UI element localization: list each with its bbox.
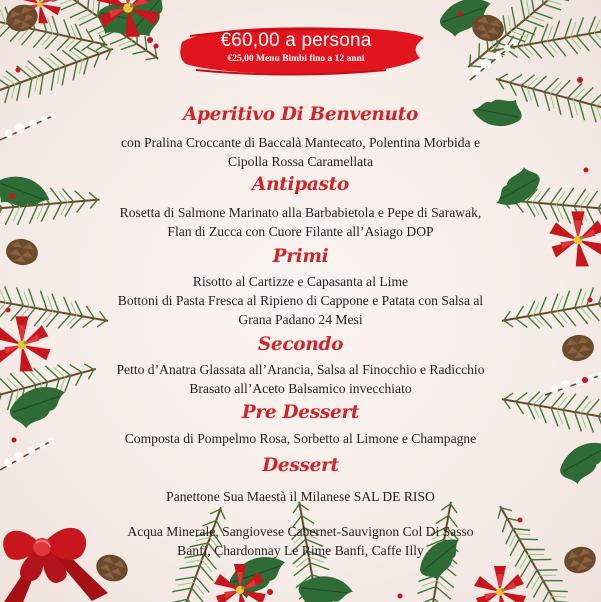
dish-line: Risotto al Cartizze e Capasanta al Lime xyxy=(192,274,409,289)
course-title-antipasto: Antipasto xyxy=(252,174,349,195)
drinks-line: Banfi, Chardonnay Le Rime Banfi, Caffe Illy xyxy=(177,543,424,558)
dish-line: Flan di Zucca con Cuore Filante all’Asiago DOP xyxy=(167,224,434,239)
dish-line: con Pralina Croccante di Baccalà Mantecato, Polentina Morbida e xyxy=(121,135,480,150)
dish-line: Grana Padano 24 Mesi xyxy=(238,312,363,327)
dish-line: Rosetta di Salmone Marinato alla Barbabietola e Pepe di Sarawak, xyxy=(119,205,482,220)
course-title-primi: Primi xyxy=(272,246,329,267)
dish-line: Panettone Sua Maestà il Milanese SAL DE RISO xyxy=(166,489,435,504)
dish-line: Petto d’Anatra Glassata all’Arancia, Salsa al Finocchio e Radicchio xyxy=(116,362,485,377)
dish-line: Cipolla Rossa Caramellata xyxy=(228,154,373,169)
kids-price: €25,00 Menu Bimbi fino a 12 anni xyxy=(227,54,365,64)
drinks-line: Acqua Minerale, Sangiovese Cabernet-Sauvignon Col Di Sasso xyxy=(127,524,474,539)
price-banner xyxy=(176,30,416,64)
course-title-dessert: Dessert xyxy=(262,455,339,476)
course-title-pre-dessert: Pre Dessert xyxy=(241,402,360,423)
main-price: €60,00 a persona xyxy=(220,30,372,51)
course-title-aperitivo: Aperitivo Di Benvenuto xyxy=(182,104,418,125)
dish-line: Bottoni di Pasta Fresca al Ripieno di Cappone e Patata con Salsa al xyxy=(117,293,484,308)
dish-line: Brasato all’Aceto Balsamico invecchiato xyxy=(189,381,412,396)
dish-line: Composta di Pompelmo Rosa, Sorbetto al Limone e Champagne xyxy=(124,431,477,446)
course-title-secondo: Secondo xyxy=(257,334,344,355)
